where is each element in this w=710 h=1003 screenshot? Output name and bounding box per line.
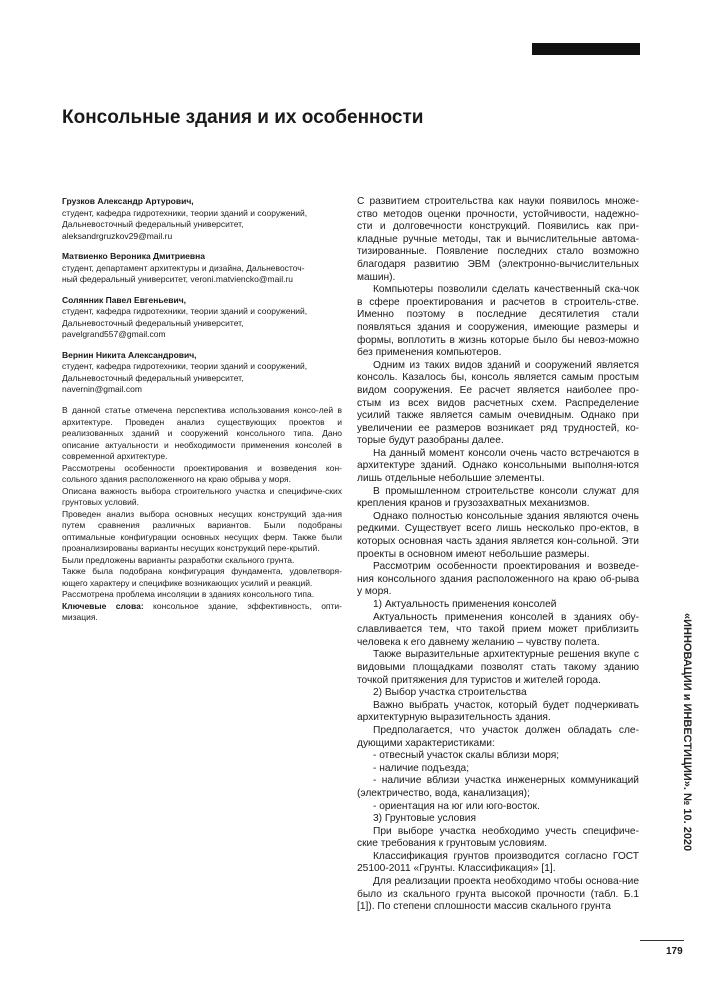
author-affiliation: студент, кафедра гидротехники, теории зданий и сооружений, (62, 207, 308, 218)
body-paragraph: На данный момент консоли очень часто встречаются в архитектуре зданий. Однако консольными выполня-ются лишь отдельные небольшие элементы. (357, 447, 639, 485)
body-paragraph: Классификация грунтов производится согласно ГОСТ 25100-2011 «Грунты. Классификация» [1]. (357, 850, 639, 875)
article-title: Консольные здания и их особенности (62, 107, 424, 128)
keywords-text: консольное здание, эффективность, опти-мизация. (62, 600, 342, 622)
section-heading: 2) Выбор участка строительства (373, 687, 527, 699)
body-paragraph: Компьютеры позволили сделать качественный ска-чок в сфере проектирования и расчетов в строитель-стве. Именно поэтому в последние десятилетия стали появляться здания и сооружения, имеющие размеры и формы, воплотить в жизнь которые было бы невоз-можно без применения компьютеров. (357, 284, 639, 359)
journal-sidebar-title: «ИННОВАЦИИ и ИНВЕСТИЦИИ». № 10. 2020 (681, 613, 693, 852)
abstract-paragraph: Были предложены варианты разработки скального грунта. (62, 554, 295, 565)
list-item: - наличие подъезда; (373, 762, 470, 774)
section-heading: 3) Грунтовые условия (373, 813, 476, 825)
body-paragraph: Рассмотрим особенности проектирования и возведе-ния консольного здания расположенного на краю об-рыва у моря. (357, 561, 639, 598)
author-list (62, 196, 342, 405)
body-paragraph: С развитием строительства как науки появилось множе-ство методов оценки прочности, устойчивости, надежно-сти и долговечности конструкций. Появились как при-кладные ручные методы, так и вычислительные автома-тизированные. Появление последних стало возможно благодаря развитию ЭВМ (электронно-вычислительных машин). (357, 196, 639, 283)
body-paragraph: Для реализации проекта необходимо чтобы основа-ние было из скального грунта высокой прочности (табл. Б.1 [1]). По степени сплошности массив скального грунта (357, 876, 639, 913)
author-affiliation: ный федеральный университет, veroni.matviencko@mail.ru (62, 274, 294, 284)
abstract-paragraph: Проведен анализ выбора основных несущих конструкций зда-ния путем сравнения различных вариантов. Были подобраны оптимальные конфигурации основных несущих ферм. Также были проанализированы варианты несущих конструкций пере-крытий. (62, 508, 342, 553)
abstract-paragraph: Также была подобрана конфигурация фундамента, удовлетворя-ющего характеру и специфике возникающих усилий и реакций. (62, 566, 342, 588)
author-affiliation: Дальневосточный федеральный университет, (62, 219, 244, 229)
body-paragraph: В промышленном строительстве консоли служат для крепления кранов и грузозахватных механизмов. (357, 485, 639, 510)
body-paragraph: Предполагается, что участок должен обладать сле-дующими характеристиками: (357, 724, 639, 749)
page-number-divider (640, 940, 684, 941)
list-item: - отвесный участок скалы вблизи моря; (373, 750, 560, 762)
author-block (62, 251, 342, 286)
author-block (62, 350, 342, 396)
author-name: Матвиенко Вероника Дмитриевна (62, 251, 205, 261)
author-name: Грузков Александр Артурович, (62, 196, 194, 206)
abstract-paragraph: Рассмотрена проблема инсоляции в зданиях консольного типа. (62, 589, 315, 599)
author-name: Солянник Павел Евгеньевич, (62, 294, 187, 305)
section-heading: 1) Актуальность применения консолей (373, 599, 557, 610)
abstract-paragraph: В данной статье отмечена перспектива использования консо-лей в архитектуре. Проведен анализ существующих проектов и реализованных зданий и сооружений консольного типа. Дано описание актуальности и необходимости применения консолей в современной архитектуре. (62, 405, 342, 461)
keywords (62, 601, 342, 624)
author-email: pavelgrand557@gmail.com (62, 329, 166, 339)
header-decoration-bar (532, 43, 640, 55)
author-affiliation: Дальневосточный федеральный университет, (62, 372, 244, 383)
body-paragraph: Также выразительные архитектурные решения вкупе с видовыми площадками позволят стать такому зданию точкой притяжения для туристов и жителей города. (357, 649, 639, 686)
author-email: aleksandrgruzkov29@mail.ru (62, 230, 173, 241)
article-body (357, 196, 639, 914)
page-number: 179 (666, 946, 683, 957)
author-block (62, 196, 342, 242)
keywords-label: Ключевые слова: (62, 600, 144, 611)
author-affiliation: Дальневосточный федеральный университет, (62, 317, 244, 328)
author-affiliation: студент, кафедра гидротехники, теории зданий и сооружений, (62, 361, 308, 371)
body-paragraph: Однако полностью консольные здания являются очень редкими. Существует всего лишь несколько про-ектов, в которых основная часть здания является кон-сольной. Эти проекты в основном имеют небольшие размеры. (357, 510, 639, 560)
body-paragraph: Одним из таких видов зданий и сооружений является консоль. Казалось бы, консоль является самым простым видом сооружения. Ее расчет является наиболее про-стым из всех видов расчетных схем. Распределение усилий также является самым очевидным. Однако при увеличении ее размеров возникает ряд трудностей, ко-торые будут разобраны далее. (357, 359, 639, 447)
body-paragraph: Важно выбрать участок, который будет подчеркивать архитектурную выразительность здания. (357, 699, 639, 724)
author-affiliation: студент, кафедра гидротехники, теории зданий и сооружений, (62, 306, 308, 316)
author-affiliation: студент, департамент архитектуры и дизайна, Дальневосточ- (62, 262, 305, 273)
list-item: - наличие вблизи участка инженерных коммуникаций (электричество, вода, канализация); (357, 775, 639, 799)
author-block (62, 295, 342, 341)
abstract-paragraph: Рассмотрены особенности проектирования и возведения кон-сольного здания расположенного на краю обрыва у моря. (62, 462, 342, 484)
abstract (62, 405, 342, 624)
body-paragraph: Актуальность применения консолей в зданиях обу-славливается тем, что такой прием может приблизить человека к его давнему желанию – чувству полета. (357, 611, 639, 648)
list-item: - ориентация на юг или юго-восток. (373, 800, 540, 812)
author-email: navernin@gmail.com (62, 384, 142, 394)
abstract-paragraph: Описана важность выбора строительного участка и специфиче-ских грунтовых условий. (62, 485, 342, 507)
body-paragraph: При выборе участка необходимо учесть специфиче-ские требования к грунтовым условиям. (357, 825, 639, 850)
author-name: Вернин Никита Александрович, (62, 349, 197, 360)
